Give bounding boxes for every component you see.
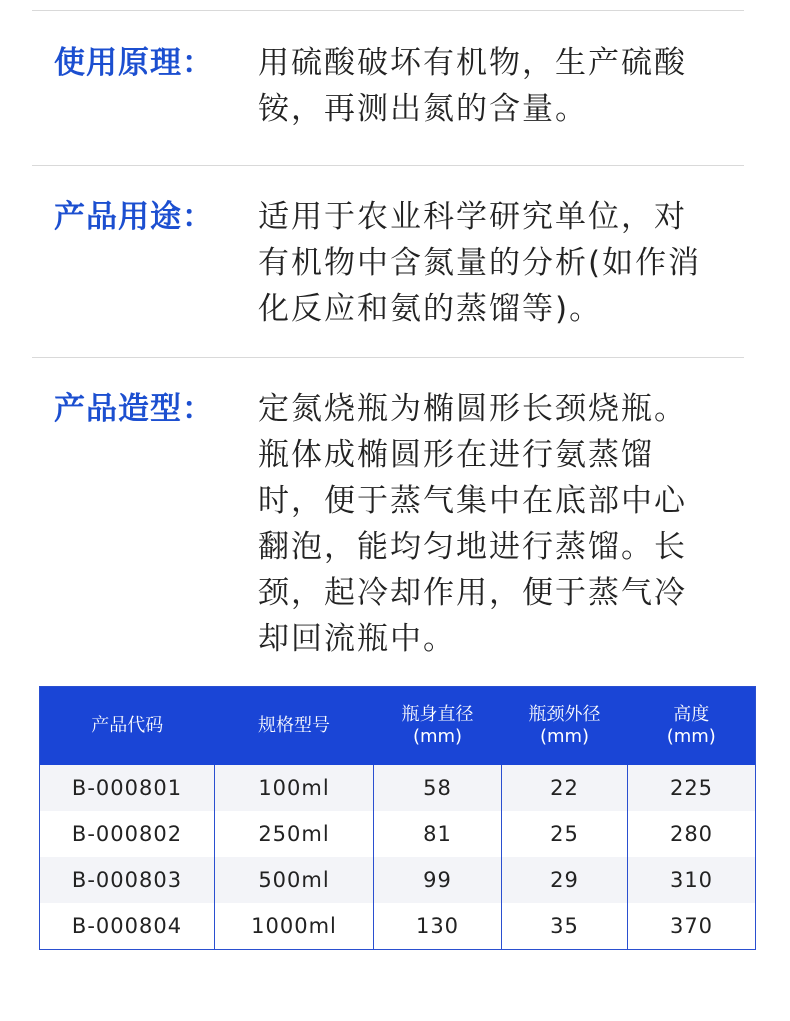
cell-height: 280 [628,811,756,857]
divider [32,357,744,358]
section-label: 产品用途： [54,199,214,235]
text-line: 有机物中含氮量的分析(如作消 [258,245,702,281]
text-line: 定氮烧瓶为椭圆形长颈烧瓶。 [258,391,687,427]
cell-neck-diameter: 35 [502,903,628,950]
section-text [258,194,758,332]
divider [32,165,744,166]
text-line: 翻泡，能均匀地进行蒸馏。长 [258,529,687,565]
cell-product-code: B-000804 [40,903,215,950]
cell-spec-model: 100ml [215,765,374,811]
section-label: 产品造型： [54,391,214,427]
section-text [258,386,758,662]
table-row [40,765,756,811]
cell-height: 370 [628,903,756,950]
table-row [40,903,756,950]
cell-body-diameter: 130 [374,903,502,950]
cell-spec-model: 250ml [215,811,374,857]
header-spec-model: 规格型号 [215,687,374,766]
cell-body-diameter: 99 [374,857,502,903]
text-line: 瓶体成椭圆形在进行氨蒸馏 [258,437,654,473]
text-line: 时，便于蒸气集中在底部中心 [258,483,687,519]
text-line: 铵，再测出氮的含量。 [258,91,588,127]
cell-neck-diameter: 22 [502,765,628,811]
text-line: 却回流瓶中。 [258,621,456,657]
header-product-code: 产品代码 [40,687,215,766]
cell-spec-model: 500ml [215,857,374,903]
cell-product-code: B-000802 [40,811,215,857]
cell-neck-diameter: 29 [502,857,628,903]
cell-body-diameter: 81 [374,811,502,857]
text-line: 颈，起冷却作用，便于蒸气冷 [258,575,687,611]
cell-product-code: B-000801 [40,765,215,811]
cell-height: 310 [628,857,756,903]
table-row [40,857,756,903]
text-line: 用硫酸破坏有机物，生产硫酸 [258,45,687,81]
cell-neck-diameter: 25 [502,811,628,857]
spec-table [39,686,756,950]
cell-spec-model: 1000ml [215,903,374,950]
cell-body-diameter: 58 [374,765,502,811]
table-header-row [40,687,756,766]
header-neck-diameter: 瓶颈外径 (mm) [502,687,628,766]
cell-product-code: B-000803 [40,857,215,903]
text-line: 化反应和氨的蒸馏等)。 [258,291,603,327]
header-height: 高度 (mm) [628,687,756,766]
top-divider [32,10,744,11]
header-body-diameter: 瓶身直径 (mm) [374,687,502,766]
section-text [258,40,758,132]
text-line: 适用于农业科学研究单位，对 [258,199,687,235]
section-label: 使用原理： [54,45,214,81]
cell-height: 225 [628,765,756,811]
table-row [40,811,756,857]
